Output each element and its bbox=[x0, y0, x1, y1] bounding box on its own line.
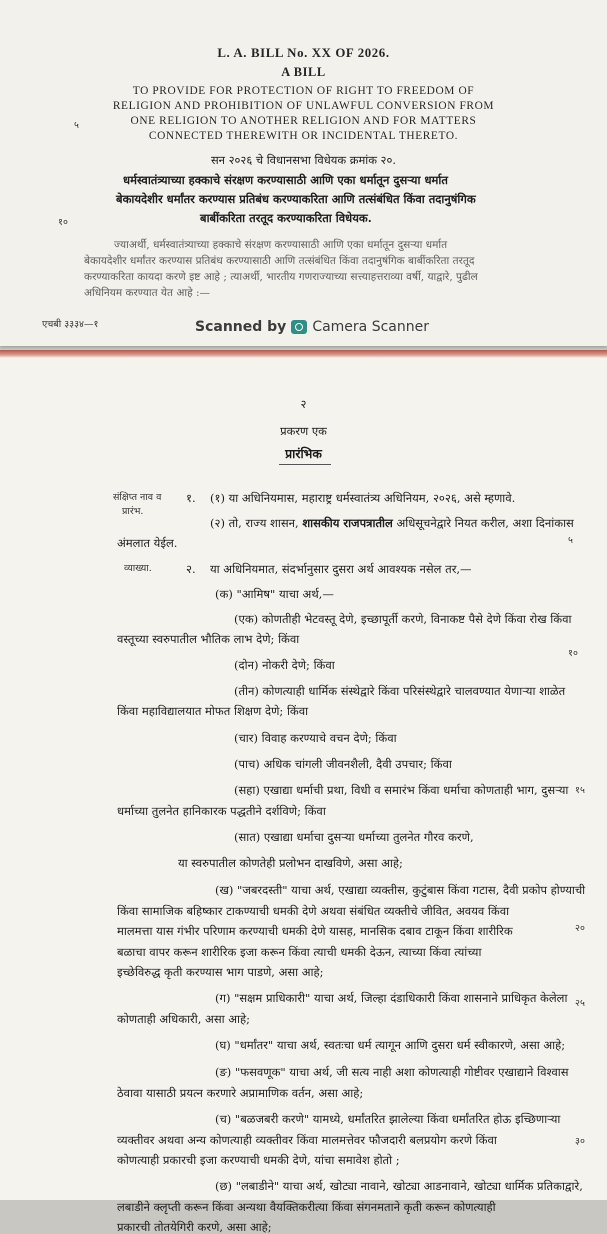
margin-number-20: २० bbox=[575, 923, 585, 934]
marathi-purpose-line-1: धर्मस्वातंत्र्याच्या हक्काचे संरक्षण करण्यासाठी आणि एका धर्मातून दुसऱ्या धर्मात bbox=[123, 173, 448, 187]
ka-2: (दोन) नोकरी देणे; किंवा bbox=[234, 658, 335, 672]
section-1-2-bold: शासकीय राजपत्रातील bbox=[302, 516, 393, 530]
marathi-bill-number: सन २०२६ चे विधानसभा विधेयक क्रमांक २०. bbox=[210, 153, 396, 167]
kha-line-3: मालमत्ता यास गंभीर परिणाम करण्याची धमकी देणे यासह, मानसिक दबाव टाकून किंवा शारीरिक bbox=[117, 924, 513, 938]
scanner-app-name: Camera Scanner bbox=[312, 319, 429, 335]
ka-6-line-2: धर्माच्या तुलनेत हानिकारक पद्धतीने दर्शविणे; किंवा bbox=[117, 804, 326, 818]
section-1-2 bbox=[210, 518, 574, 530]
preamble-line-3: करण्याकरिता कायदा करणे इष्ट आहे ; त्याअर्थी, भारतीय गणराज्याच्या सत्त्याहत्तराव्या वर्षी, याद्वारे, पुढील bbox=[84, 271, 478, 283]
ka-7: (सात) एखाद्या धर्माचा दुसऱ्या धर्माच्या तुलनेत गौरव करणे, bbox=[234, 830, 474, 844]
chha-line-3: प्रकारची तोतयेगिरी करणे, असा आहे; bbox=[117, 1220, 272, 1234]
section-1-2-part-a: (२) तो, राज्य शासन, bbox=[210, 516, 299, 530]
kha-line-5: इच्छेविरुद्ध कृती करण्यास भाग पाडणे, असा आहे; bbox=[117, 965, 324, 979]
ka-4: (चार) विवाह करण्याचे वचन देणे; किंवा bbox=[234, 731, 397, 745]
section-2-intro: या अधिनियमात, संदर्भानुसार दुसरा अर्थ आवश्यक नसेल तर,— bbox=[210, 562, 472, 576]
side-note-short-title-2: प्रारंभ. bbox=[122, 506, 144, 517]
chapter-title-underline bbox=[279, 464, 331, 465]
ga-line-1: (ग) "सक्षम प्राधिकारी" याचा अर्थ, जिल्हा दंडाधिकारी किंवा शासनाने प्राधिकृत केलेला bbox=[215, 991, 568, 1005]
gha: (घ) "धर्मांतर" याचा अर्थ, स्वतःचा धर्म त्यागून आणि दुसरा धर्म स्वीकारणे, असा आहे; bbox=[215, 1038, 566, 1052]
cha-line-2: व्यक्तीवर अथवा अन्य कोणत्याही व्यक्तीवर किंवा मालमत्तेवर फौजदारी बलप्रयोग करणे किंवा bbox=[117, 1133, 497, 1147]
purpose-line-2: RELIGION AND PROHIBITION OF UNLAWFUL CONVERSION FROM bbox=[112, 100, 495, 112]
margin-number-10: १० bbox=[58, 217, 68, 228]
chha-line-2: लबाडीने क्लृप्ती करून किंवा अन्यथा वैयक्तिकरीत्या किंवा संगनमताने कृती करून कोणत्याही bbox=[117, 1200, 496, 1214]
a-bill-heading: A BILL bbox=[281, 65, 326, 79]
preamble-line-2: बेकायदेशीर धर्मांतर करण्यास प्रतिबंध करण्यासाठी आणि तत्संबंधित किंवा तदानुषंगिक बाबींकरिता तरतूद bbox=[84, 255, 475, 267]
marathi-purpose-line-2: बेकायदेशीर धर्मांतर करण्यास प्रतिबंध करण्याकरिता आणि तत्संबंधित किंवा तदानुषंगिक bbox=[116, 192, 476, 206]
margin-number-25: २५ bbox=[575, 998, 585, 1009]
chapter-label: प्रकरण एक bbox=[280, 424, 327, 438]
ka-5: (पाच) अधिक चांगली जीवनशैली, दैवी उपचार; किंवा bbox=[234, 757, 452, 771]
purpose-line-4: CONNECTED THEREWITH OR INCIDENTAL THERETO. bbox=[148, 130, 459, 142]
kha-line-1: (ख) "जबरदस्ती" याचा अर्थ, एखाद्या व्यक्तीस, कुटुंबास किंवा गटास, दैवी प्रकोप होण्याची bbox=[215, 883, 586, 897]
scanner-label: Scanned by bbox=[195, 319, 287, 335]
preamble-line-1: ज्याअर्थी, धर्मस्वातंत्र्याच्या हक्काचे संरक्षण करण्यासाठी आणि एका धर्मातून दुसऱ्या धर्मात bbox=[114, 239, 448, 251]
page-number: २ bbox=[300, 397, 307, 411]
page-edge-red bbox=[0, 350, 607, 358]
chapter-title: प्रारंभिक bbox=[285, 446, 322, 461]
nga-line-2: ठेवावा यासाठी प्रयत्न करणारे अप्रामाणिक वर्तन, असा आहे; bbox=[117, 1086, 364, 1100]
cha-line-3: कोणत्याही प्रकारची इजा करण्याची धमकी देणे, यांचा समावेश होतो ; bbox=[117, 1153, 400, 1167]
ka-closing: या स्वरुपातील कोणतेही प्रलोभन दाखविणे, असा आहे; bbox=[178, 856, 403, 870]
camera-icon bbox=[291, 320, 307, 334]
bill-number: L. A. BILL No. XX OF 2026. bbox=[217, 46, 390, 60]
scanner-watermark bbox=[195, 316, 429, 338]
scanned-page-preview bbox=[0, 0, 607, 346]
ka-3-line-2: किंवा महाविद्यालयात मोफत शिक्षण देणे; किंवा bbox=[117, 704, 309, 718]
side-note-definitions: व्याख्या. bbox=[124, 563, 152, 574]
preamble-line-4: अधिनियम करण्यात येत आहे :— bbox=[84, 287, 211, 299]
ka-3-line-1: (तीन) कोणत्याही धार्मिक संस्थेद्वारे किंवा परिसंस्थेद्वारे चालवण्यात येणाऱ्या शाळेत bbox=[234, 684, 566, 698]
margin-number-15: १५ bbox=[575, 785, 585, 796]
definition-ka: (क) "आमिष" याचा अर्थ,— bbox=[215, 587, 334, 601]
kha-line-4: बळाचा वापर करून शारीरिक इजा करून किंवा त्याची धमकी देऊन, त्याच्या किंवा त्यांच्या bbox=[117, 945, 482, 959]
cha-line-1: (च) "बळजबरी करणे" यामध्ये, धर्मांतरित झालेल्या किंवा धर्मांतरित होऊ इच्छिणाऱ्या bbox=[215, 1112, 561, 1126]
margin-number-5: ५ bbox=[74, 120, 79, 131]
ka-1-line-2: वस्तूच्या स्वरुपातील भौतिक लाभ देणे; किंवा bbox=[117, 632, 300, 646]
marathi-purpose-line-3: बाबींकरिता तरतूद करण्याकरिता विधेयक. bbox=[200, 211, 372, 225]
side-note-short-title-1: संक्षिप्त नाव व bbox=[113, 492, 162, 503]
margin-number-30: ३० bbox=[575, 1136, 585, 1147]
section-1-1: (१) या अधिनियमास, महाराष्ट्र धर्मस्वातंत्र्य अधिनियम, २०२६, असे म्हणावे. bbox=[210, 491, 516, 505]
kha-line-2: किंवा सामाजिक बहिष्कार टाकण्याची धमकी देणे अथवा संबंधित व्यक्तीचे जीवित, अवयव किंवा bbox=[117, 904, 510, 918]
ka-6-line-1: (सहा) एखाद्या धर्माची प्रथा, विधी व समारंभ किंवा धर्माचा कोणताही भाग, दुसऱ्या bbox=[234, 783, 569, 797]
section-1-2-continuation: अंमलात येईल. bbox=[117, 536, 178, 550]
content-page bbox=[0, 350, 607, 1234]
margin-number-10: १० bbox=[568, 648, 578, 659]
margin-number-5: ५ bbox=[568, 535, 573, 546]
ka-1-line-1: (एक) कोणतीही भेटवस्तू देणे, इच्छापूर्ती करणे, विनाकष्ट पैसे देणे किंवा रोख किंवा bbox=[234, 612, 572, 626]
section-1-2-part-b: अधिसूचनेद्वारे नियत करील, अशा दिनांकास bbox=[396, 516, 574, 530]
footer-code: एचबी ३३३४—१ bbox=[42, 319, 99, 330]
section-2-number: २. bbox=[186, 562, 196, 576]
purpose-line-3: ONE RELIGION TO ANOTHER RELIGION AND FOR MATTERS bbox=[130, 115, 477, 127]
nga-line-1: (ङ) "फसवणूक" याचा अर्थ, जी सत्य नाही अशा कोणत्याही गोष्टीवर एखाद्याने विश्वास bbox=[215, 1065, 569, 1079]
ga-line-2: कोणताही अधिकारी, असा आहे; bbox=[117, 1012, 250, 1026]
chha-line-1: (छ) "लबाडीने" याचा अर्थ, खोट्या नावाने, खोट्या आडनावाने, खोट्या धार्मिक प्रतिकाद्वारे, bbox=[215, 1179, 583, 1193]
section-1-number: १. bbox=[186, 491, 196, 505]
purpose-line-1: TO PROVIDE FOR PROTECTION OF RIGHT TO FREEDOM OF bbox=[132, 85, 475, 97]
